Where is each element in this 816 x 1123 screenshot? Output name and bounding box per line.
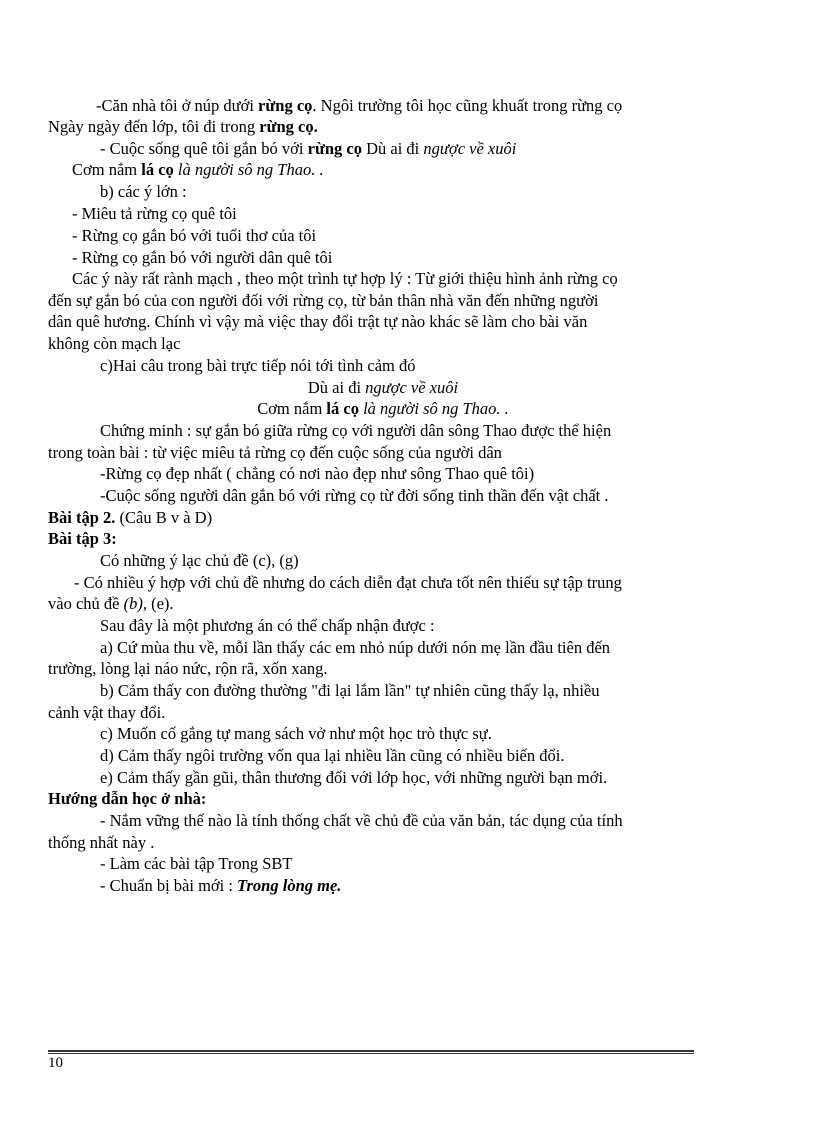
paragraph-line: -Căn nhà tôi ở núp dưới rừng cọ. Ngôi trường tôi học cũng khuất trong rừng cọ [96, 96, 623, 115]
paragraph-line: Sau đây là một phương án có thể chấp nhận được : [100, 616, 435, 635]
poem-line: Cơm nắm lá cọ là người sô ng Thao. . [72, 160, 324, 179]
poem-line: Dù ai đi ngược về xuôi [307, 378, 459, 397]
paragraph-line: vào chủ đề (b), (e). [48, 594, 174, 613]
paragraph-line: thống nhất này . [48, 833, 155, 852]
list-item: - Miêu tả rừng cọ quê tôi [72, 204, 237, 223]
list-item: - Rừng cọ gắn bó với tuổi thơ của tôi [72, 226, 317, 245]
section-heading-c: c)Hai câu trong bài trực tiếp nói tới tình cảm đó [100, 356, 416, 375]
exercise-2-heading: Bài tập 2. (Câu B v à D) [48, 508, 213, 527]
list-item: -Cuộc sống người dân gắn bó với rừng cọ từ đời sống tinh thần đến vật chất . [100, 486, 609, 505]
paragraph-line: đến sự gắn bó của con người đối với rừng cọ, từ bản thân nhà văn đến những người [48, 291, 599, 310]
list-item: -Rừng cọ đẹp nhất ( chẳng có nơi nào đẹp như sông Thao quê tôi) [100, 464, 535, 483]
page-number: 10 [48, 1055, 63, 1071]
paragraph-line: dân quê hương. Chính vì vậy mà việc thay đổi trật tự nào khác sẽ làm cho bài văn [48, 312, 588, 331]
paragraph-line: - Có nhiều ý hợp với chủ đề nhưng do cách diễn đạt chưa tốt nên thiếu sự tập trung [74, 573, 622, 592]
option-e: e) Cảm thấy gần gũi, thân thương đối với lớp học, với những người bạn mới. [100, 768, 608, 787]
footer-divider [48, 1050, 694, 1054]
paragraph-line: Có những ý lạc chủ đề (c), (g) [100, 551, 299, 570]
list-item: - Rừng cọ gắn bó với người dân quê tôi [72, 248, 333, 267]
list-item: - Chuẩn bị bài mới : Trong lòng mẹ. [100, 876, 342, 895]
exercise-3-heading: Bài tập 3: [48, 529, 117, 548]
paragraph-line: - Cuộc sống quê tôi gắn bó với rừng cọ Dù ai đi ngược về xuôi [100, 139, 517, 158]
option-a: a) Cứ mùa thu về, mỗi lần thấy các em nhỏ núp dưới nón mẹ lần đầu tiên đến [100, 638, 611, 657]
list-item: - Nắm vững thế nào là tính thống chất về chủ đề của văn bản, tác dụng của tính [100, 811, 623, 830]
paragraph-line: Ngày ngày đến lớp, tôi đi trong rừng cọ. [48, 117, 318, 136]
option-b: b) Cảm thấy con đường thường "đi lại lắm lần" tự nhiên cũng thấy lạ, nhiều [100, 681, 600, 700]
homework-heading: Hướng dẫn học ở nhà: [48, 789, 207, 808]
section-heading-b: b) các ý lớn : [100, 182, 187, 201]
paragraph-line: cảnh vật thay đổi. [48, 703, 166, 722]
paragraph-line: Các ý này rất rành mạch , theo một trình tự hợp lý : Từ giới thiệu hình ảnh rừng cọ [72, 269, 618, 288]
option-d: d) Cảm thấy ngôi trường vốn qua lại nhiều lần cũng có nhiều biến đổi. [100, 746, 565, 765]
paragraph-line: trường, lòng lại náo nức, rộn rã, xốn xang. [48, 659, 328, 678]
poem-line: Cơm nắm lá cọ là người sô ng Thao. . [257, 399, 509, 418]
paragraph-line: Chứng minh : sự gắn bó giữa rừng cọ với người dân sông Thao được thể hiện [100, 421, 612, 440]
paragraph-line: không còn mạch lạc [48, 334, 181, 353]
option-c: c) Muốn cố gắng tự mang sách vở như một học trò thực sự. [100, 724, 492, 743]
list-item: - Làm các bài tập Trong SBT [100, 854, 293, 873]
paragraph-line: trong toàn bài : từ việc miêu tả rừng cọ đến cuộc sống của người dân [48, 443, 502, 462]
